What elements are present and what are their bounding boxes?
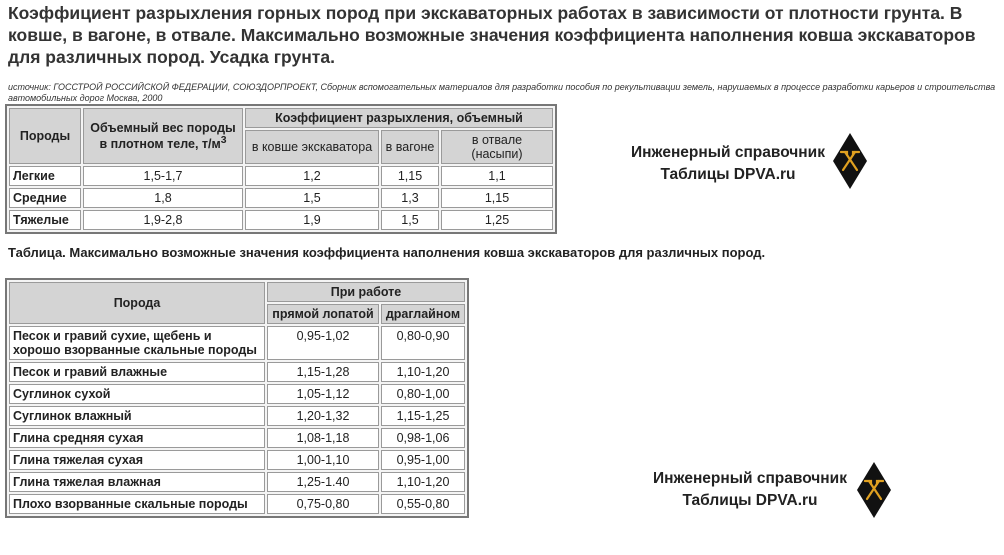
table-row [9,188,553,208]
brand-line-2: Таблицы DPVA.ru [660,166,796,183]
rock-name: Легкие [9,166,81,186]
dump-cell: 1,1 [441,166,553,186]
density-cell: 1,9-2,8 [83,210,243,230]
rock-name: Песок и гравий сухие, щебень и хорошо взорванные скальные породы [9,326,265,360]
subheader-dragline: драглайном [381,304,465,324]
header-density [83,108,243,164]
shovel-cell: 1,05-1,12 [267,384,379,404]
rock-name: Глина тяжелая сухая [9,450,265,470]
header-work: При работе [267,282,465,302]
table-row [9,362,465,382]
bucket-cell: 1,9 [245,210,379,230]
dragline-cell: 0,55-0,80 [381,494,465,514]
density-cell: 1,8 [83,188,243,208]
table-row [9,326,465,360]
dragline-cell: 0,80-0,90 [381,326,465,360]
shovel-cell: 1,20-1,32 [267,406,379,426]
dragline-cell: 0,95-1,00 [381,450,465,470]
shovel-cell: 0,95-1,02 [267,326,379,360]
table-row [9,428,465,448]
header-density-label: Объемный вес породы в плотном теле, т/м [90,120,236,152]
subheader-dump: в отвале (насыпи) [441,130,553,164]
bucket-cell: 1,5 [245,188,379,208]
dragline-cell: 1,10-1,20 [381,362,465,382]
dump-cell: 1,15 [441,188,553,208]
table-row [9,166,553,186]
brand-text-top [612,142,844,186]
rock-name: Суглинок сухой [9,384,265,404]
loosening-coefficient-table [5,104,557,234]
table-row [9,384,465,404]
shovel-cell: 1,00-1,10 [267,450,379,470]
dpva-logo-icon[interactable] [856,461,892,519]
rock-name: Средние [9,188,81,208]
density-cell: 1,5-1,7 [83,166,243,186]
rock-name: Суглинок влажный [9,406,265,426]
wagon-cell: 1,15 [381,166,439,186]
table-row [9,210,553,230]
shovel-cell: 1,08-1,18 [267,428,379,448]
bucket-fill-table [5,278,469,518]
source-note [8,82,1003,104]
bucket-cell: 1,2 [245,166,379,186]
source-line-1: источник: ГОССТРОЙ РОССИЙСКОЙ ФЕДЕРАЦИИ, СОЮЗДОРПРОЕКТ, Сборник вспомогательных материалов для разработки пособия по рекультивации земель, нарушаемых в процессе разработки карьеров и строительства [8,82,996,92]
dragline-cell: 1,15-1,25 [381,406,465,426]
subheader-bucket: в ковше экскаватора [245,130,379,164]
dpva-logo-icon[interactable] [832,132,868,190]
rock-name: Глина средняя сухая [9,428,265,448]
brand-text-bottom [634,468,866,512]
dragline-cell: 0,98-1,06 [381,428,465,448]
shovel-cell: 1,25-1.40 [267,472,379,492]
header-coef: Коэффициент разрыхления, объемный [245,108,553,128]
table2-caption: Таблица. Максимально возможные значения коэффициента наполнения ковша экскаваторов для различных пород. [8,245,766,260]
dump-cell: 1,25 [441,210,553,230]
header-rock: Порода [9,282,265,324]
wagon-cell: 1,5 [381,210,439,230]
table-row [9,472,465,492]
brand-line-1: Инженерный справочник [653,470,847,487]
page-title: Коэффициент разрыхления горных пород при экскаваторных работах в зависимости от плотности грунта. В ковше, в вагоне, в отвале. Максимально возможные значения коэффициента наполнения ковша экскаваторов для различных пород. Усадка грунта. [8,3,976,67]
brand-line-2: Таблицы DPVA.ru [682,492,818,509]
subheader-shovel: прямой лопатой [267,304,379,324]
shovel-cell: 1,15-1,28 [267,362,379,382]
header-rocks: Породы [9,108,81,164]
rock-name: Плохо взорванные скальные породы [9,494,265,514]
source-line-2: автомобильных дорог Москва, 2000 [8,93,163,103]
table-row [9,406,465,426]
brand-line-1: Инженерный справочник [631,144,825,161]
subheader-wagon: в вагоне [381,130,439,164]
rock-name: Песок и гравий влажные [9,362,265,382]
rock-name: Тяжелые [9,210,81,230]
wagon-cell: 1,3 [381,188,439,208]
dragline-cell: 1,10-1,20 [381,472,465,492]
table-row [9,450,465,470]
dragline-cell: 0,80-1,00 [381,384,465,404]
table-row [9,494,465,514]
header-density-sup: 3 [220,134,227,146]
shovel-cell: 0,75-0,80 [267,494,379,514]
rock-name: Глина тяжелая влажная [9,472,265,492]
